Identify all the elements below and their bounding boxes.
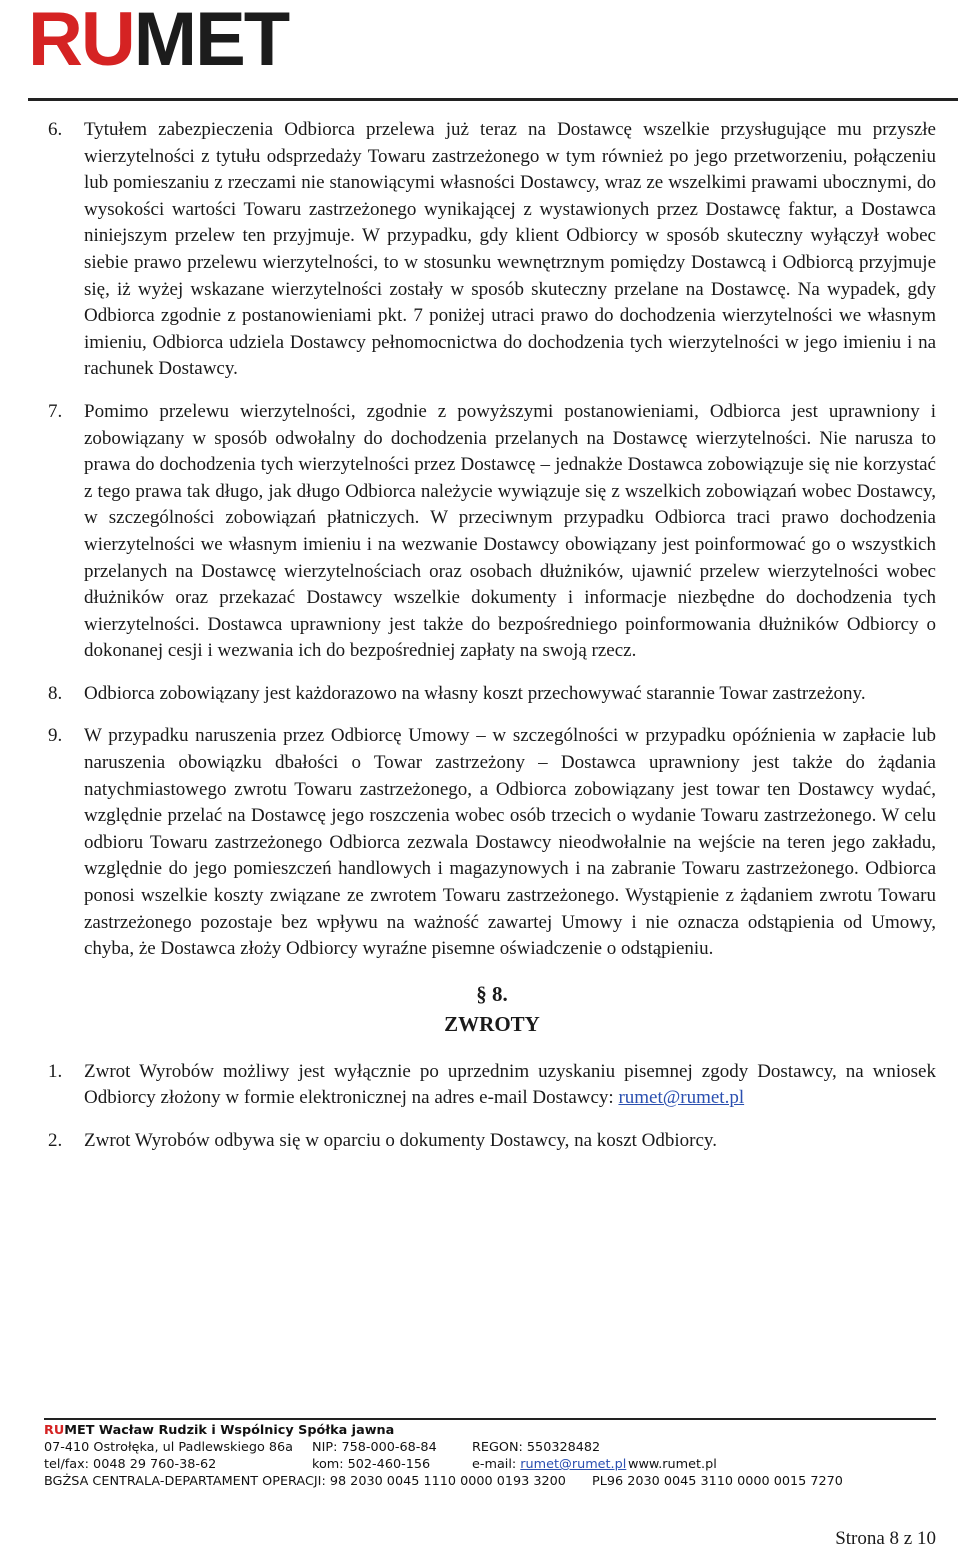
footer-row-bank — [44, 1473, 936, 1490]
email-link[interactable]: rumet@rumet.pl — [618, 1087, 745, 1109]
clause-number: 6. — [48, 119, 63, 140]
section-number: § 8. — [476, 981, 508, 1006]
clause-text: Zwrot Wyrobów odbywa się w oparciu o dokumenty Dostawcy, na koszt Odbiorcy. — [84, 1130, 717, 1151]
company-website[interactable]: www.rumet.pl — [628, 1457, 717, 1472]
company-name — [44, 1422, 936, 1439]
bank-account-main: BGŻSA CENTRALA-DEPARTAMENT OPERACJI: 98 2030 0045 1110 0000 0193 3200 — [44, 1474, 566, 1489]
footer-divider — [44, 1418, 936, 1420]
company-address: 07-410 Ostrołęka, ul Padlewskiego 86a — [44, 1440, 294, 1455]
returns-clause-2 — [48, 1128, 936, 1155]
section-title: ZWROTY — [444, 1011, 540, 1036]
bank-account-secondary: PL96 2030 0045 3110 0000 0015 7270 — [592, 1474, 843, 1489]
clause-number: 8. — [48, 682, 63, 704]
footer-row-contact — [44, 1456, 936, 1473]
company-regon: REGON: 550328482 — [472, 1440, 601, 1455]
page-footer — [44, 1418, 936, 1490]
clause-text: W przypadku naruszenia przez Odbiorcę Umowy – w szczególności w przypadku opóźnienia w zapłacie lub naruszenia obowiązku dbałości o Towar zastrzeżony – Dostawca uprawniony jest także do żądania natychmiastowego zwrotu Towaru zastrzeżonego, a Odbiorca zobowiązany jest towar ten Dostawcy wydać, względnie przelać na Dostawcę jego roszczenia wobec osób trzecich o wydanie Towaru zastrzeżonego. W celu odbioru Towaru zastrzeżonego Odbiorca zezwala Dostawcy nieodwołalnie na wejście na teren jego zakładu, względnie do jego pomieszczeń handlowych i magazynowych i na zabranie Towaru zastrzeżonego. Odbiorca ponosi wszelkie koszty związane ze zwrotem Towaru zastrzeżonego. Wystąpienie z żądaniem zwrotu Towaru zastrzeżonego pozostaje bez wpływu na ważność zawartej Umowy i nie oznacza odstąpienia od Umowy, chyba, że Dostawca złoży Odbiorcy wyraźne pisemne oświadczenie o odstąpieniu. — [84, 725, 936, 960]
clause-9 — [48, 723, 936, 962]
section-heading — [48, 979, 936, 1039]
clause-text: Zwrot Wyrobów możliwy jest wyłącznie po uprzednim uzyskaniu pisemnej zgody Dostawcy, na wniosek Odbiorcy złożony w formie elektronicznej na adres e-mail Dostawcy: — [84, 1060, 936, 1109]
company-nip: NIP: 758-000-68-84 — [312, 1440, 437, 1455]
clause-number: 1. — [48, 1060, 63, 1082]
company-mobile: kom: 502-460-156 — [312, 1457, 431, 1472]
returns-clause-1 — [48, 1059, 936, 1112]
clause-text: Tytułem zabezpieczenia Odbiorca przelewa już teraz na Dostawcę wszelkie przysługujące mu przyszłe wierzytelności z tytułu odsprzedaży Towaru zastrzeżonego w tym również po jego przetworzeniu, połączeniu lub pomieszaniu z rzeczami nie stanowiącymi własności Dostawcy, wraz ze wszelkimi prawami ubocznymi, do wysokości wartości Towaru zastrzeżonego wynikającej z wystawionych przez Dostawcę faktur, a Dostawca niniejszym przelew ten przyjmuje. W przypadku, gdy klient Odbiorcy w sposób skuteczny wyłączył wobec siebie prawo przelewu wierzytelności, to w stosunku wewnętrznym pomiędzy Dostawcą i Odbiorcą przyjmuje się, iż wyżej wskazane wierzytelności zostały w sposób skuteczny przelane na Dostawcę. Na wypadek, gdy Odbiorca zgodnie z postanowieniami pkt. 7 poniżej utraci prawo do dochodzenia wierzytelności we własnym imieniu, Odbiorca udziela Dostawcy pełnomocnictwa do dochodzenia tych wierzytelności w jego imieniu i na rachunek Dostawcy. — [84, 119, 936, 380]
clause-number: 7. — [48, 400, 63, 422]
company-telfax: tel/fax: 0048 29 760-38-62 — [44, 1457, 217, 1472]
company-ru: RU — [44, 1423, 65, 1438]
company-rest: MET Wacław Rudzik i Wspólnicy Spółka jawna — [64, 1423, 395, 1438]
header-divider — [28, 98, 958, 101]
page-number: Strona 8 z 10 — [835, 1528, 936, 1549]
logo-ru: RU — [28, 0, 134, 82]
clause-number: 9. — [48, 725, 63, 747]
clause-8 — [48, 681, 936, 708]
logo-met: MET — [133, 0, 289, 82]
email-label: e-mail: — [472, 1457, 521, 1472]
clause-6 — [48, 117, 936, 383]
clause-text: Pomimo przelewu wierzytelności, zgodnie z powyższymi postanowieniami, Odbiorca jest uprawniony i zobowiązany w sposób odwołalny do dochodzenia przelanych na Dostawcę wierzytelności. Nie narusza to prawa do dochodzenia tych wierzytelności przez Dostawcę – jednakże Dostawca zobowiązuje się nie korzystać z tego prawa tak długo, jak długo Odbiorca należycie wywiązuje się z wszelkich zobowiązań wobec Dostawcy, w szczególności zobowiązań płatniczych. W przeciwnym przypadku Odbiorca traci prawo dochodzenia wierzytelności we własnym imieniu i na wezwanie Dostawcy obowiązany jest poinformować go o wszystkich przelanych na Dostawcę wierzytelnościach oraz osobach dłużników, ujawnić przelew wierzytelności wobec dłużników oraz przekazać Dostawcy wszelkie dokumenty i informacje niezbędne do dochodzenia tych wierzytelności. Dostawca uprawniony jest także do bezpośredniego poinformowania dłużników Odbiorcy o dokonanej cesji i wezwania ich do bezpośredniej zapłaty na swoją rzecz. — [84, 400, 936, 662]
rumet-logo — [28, 0, 289, 82]
clause-number: 2. — [48, 1130, 63, 1151]
clause-7 — [48, 399, 936, 665]
document-body — [48, 117, 936, 1171]
footer-email-link[interactable]: rumet@rumet.pl — [520, 1457, 627, 1472]
clause-text: Odbiorca zobowiązany jest każdorazowo na własny koszt przechowywać starannie Towar zastrzeżony. — [84, 682, 866, 704]
company-email — [472, 1456, 628, 1473]
page-header — [0, 0, 960, 110]
footer-row-address — [44, 1439, 936, 1456]
